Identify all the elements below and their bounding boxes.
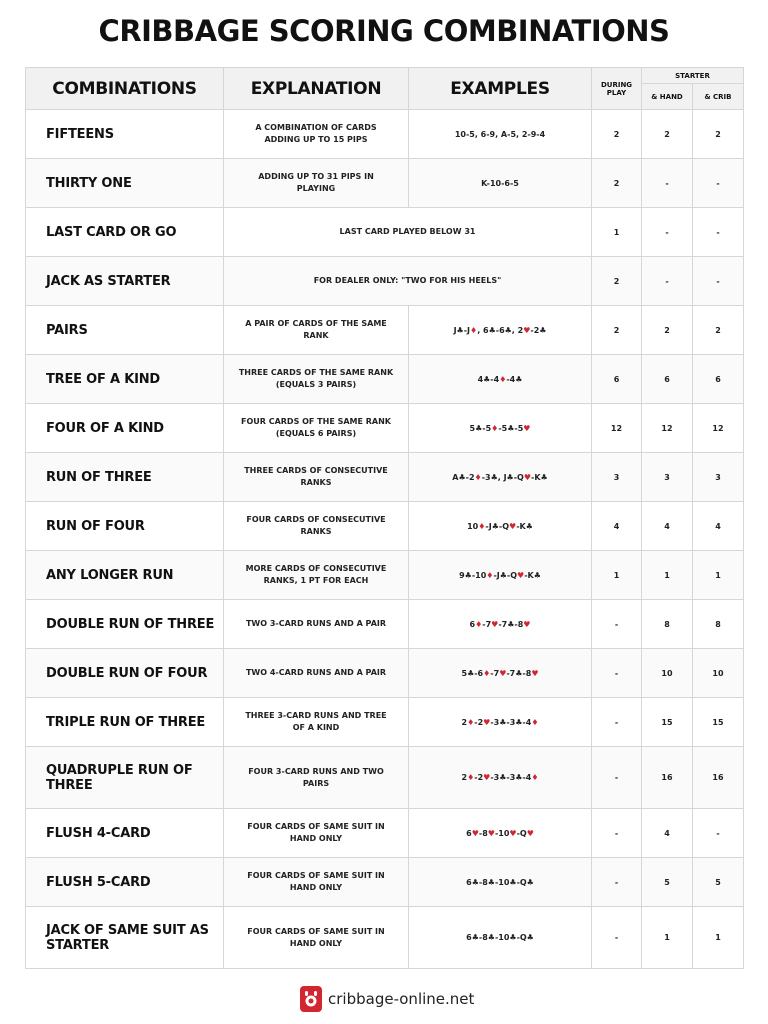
red-suit-glyph: ♦ [531, 717, 539, 727]
points-play: 1 [592, 208, 642, 257]
points-play: 3 [592, 453, 642, 502]
combination-name: JACK OF SAME SUIT AS STARTER [26, 907, 224, 969]
combination-name: FLUSH 5-CARD [26, 858, 224, 907]
points-crib: - [693, 809, 744, 858]
header-combinations: COMBINATIONS [26, 68, 224, 110]
combination-example [409, 502, 592, 551]
example-text: -K♣ [531, 472, 548, 482]
example-text: -7 [490, 668, 500, 678]
example-text: K-10-6-5 [481, 178, 519, 188]
table-row [26, 306, 744, 355]
points-play: 2 [592, 257, 642, 306]
example-text: -2 [474, 717, 484, 727]
red-suit-glyph: ♦ [531, 773, 539, 782]
combination-explanation: ADDING UP TO 31 PIPS IN PLAYING [224, 159, 409, 208]
example-text: A♣-2 [452, 472, 475, 482]
header-explanation: EXPLANATION [224, 68, 409, 110]
points-hand: - [642, 257, 693, 306]
combination-explanation: A PAIR OF CARDS OF THE SAME RANK [224, 306, 409, 355]
example-text: -7♣-8 [498, 619, 524, 629]
example-text: -3♣, J♣-Q [481, 472, 524, 482]
combination-example [409, 698, 592, 747]
points-crib: 4 [693, 502, 744, 551]
red-suit-glyph: ♥ [531, 668, 539, 678]
red-suit-glyph: ♥ [471, 828, 479, 838]
red-suit-glyph: ♦ [483, 668, 491, 678]
combination-example [409, 306, 592, 355]
table-row [26, 453, 744, 502]
points-crib: 3 [693, 453, 744, 502]
points-crib: - [693, 257, 744, 306]
table-row [26, 110, 744, 159]
header-hand: & HAND [642, 84, 693, 110]
table-row [26, 551, 744, 600]
example-text: -10 [494, 828, 510, 838]
table-row [26, 858, 744, 907]
red-suit-glyph: ♥ [509, 521, 517, 531]
scoring-table-wrap [25, 67, 743, 969]
example-text: -7 [482, 619, 492, 629]
red-suit-glyph: ♥ [523, 423, 531, 433]
points-play: 2 [592, 306, 642, 355]
red-suit-glyph: ♥ [491, 619, 499, 629]
points-crib: 15 [693, 698, 744, 747]
example-text: 2 [461, 717, 468, 727]
combination-example [409, 907, 592, 969]
combination-explanation: FOUR CARDS OF SAME SUIT IN HAND ONLY [224, 809, 409, 858]
red-suit-glyph: ♦ [474, 472, 482, 482]
points-hand: 6 [642, 355, 693, 404]
example-text: 10 [467, 521, 479, 531]
combination-example [409, 453, 592, 502]
table-row [26, 159, 744, 208]
points-crib: 16 [693, 747, 744, 809]
combination-explanation: MORE CARDS OF CONSECUTIVE RANKS, 1 PT FOR EACH [224, 551, 409, 600]
example-text: -5♣-5 [498, 423, 524, 433]
red-suit-glyph: ♦ [491, 423, 499, 433]
example-text: -8 [478, 828, 488, 838]
example-text: -K♣ [516, 521, 533, 531]
red-suit-glyph: ♥ [517, 570, 525, 580]
table-row [26, 502, 744, 551]
combination-name: ANY LONGER RUN [26, 551, 224, 600]
combination-name: THIRTY ONE [26, 159, 224, 208]
example-text: 4♣-4 [477, 374, 500, 384]
combination-explanation: THREE 3-CARD RUNS AND TREE OF A KIND [224, 698, 409, 747]
example-text: , 6♣-6♣, 2 [477, 325, 524, 335]
points-hand: 15 [642, 698, 693, 747]
page-title: CRIBBAGE SCORING COMBINATIONS [98, 14, 670, 48]
combination-explanation: FOUR 3-CARD RUNS AND TWO PAIRS [224, 747, 409, 809]
points-play: - [592, 649, 642, 698]
example-text: -2♣ [530, 325, 547, 335]
points-hand: 2 [642, 306, 693, 355]
example-text: -3♣-3♣-4 [490, 717, 532, 727]
combination-example [409, 159, 592, 208]
combination-name: TREE OF A KIND [26, 355, 224, 404]
combination-example [409, 355, 592, 404]
points-hand: 4 [642, 809, 693, 858]
example-text: -3♣-3♣-4 [490, 773, 532, 782]
combination-explanation: THREE CARDS OF CONSECUTIVE RANKS [224, 453, 409, 502]
points-play: - [592, 747, 642, 809]
combination-explanation: TWO 3-CARD RUNS AND A PAIR [224, 600, 409, 649]
points-hand: 12 [642, 404, 693, 453]
combination-name: FOUR OF A KIND [26, 404, 224, 453]
points-crib: 2 [693, 306, 744, 355]
example-text: -7♣-8 [506, 668, 532, 678]
points-crib: 10 [693, 649, 744, 698]
points-crib: 5 [693, 858, 744, 907]
points-play: 6 [592, 355, 642, 404]
table-row [26, 257, 744, 306]
combination-name: QUADRUPLE RUN OF THREE [26, 747, 224, 809]
points-hand: 1 [642, 551, 693, 600]
example-text: 5♣-5 [469, 423, 492, 433]
red-suit-glyph: ♦ [475, 619, 483, 629]
combination-explanation: FOUR CARDS OF SAME SUIT IN HAND ONLY [224, 907, 409, 969]
points-play: - [592, 698, 642, 747]
example-text: -J♣-Q [485, 521, 510, 531]
cribbage-logo-icon [300, 986, 322, 1012]
header-starter: STARTER [642, 68, 744, 84]
example-text: 6 [466, 828, 472, 838]
points-crib: - [693, 159, 744, 208]
table-row [26, 600, 744, 649]
points-crib: 12 [693, 404, 744, 453]
header-examples: EXAMPLES [409, 68, 592, 110]
points-play: 2 [592, 159, 642, 208]
combination-example [409, 110, 592, 159]
table-row [26, 698, 744, 747]
table-row [26, 355, 744, 404]
red-suit-glyph: ♦ [499, 374, 507, 384]
points-play: 2 [592, 110, 642, 159]
points-play: 1 [592, 551, 642, 600]
table-body [26, 110, 744, 969]
points-crib: 8 [693, 600, 744, 649]
red-suit-glyph: ♥ [483, 717, 491, 727]
combination-name: FLUSH 4-CARD [26, 809, 224, 858]
red-suit-glyph: ♦ [486, 570, 494, 580]
points-play: - [592, 907, 642, 969]
table-row [26, 649, 744, 698]
points-hand: - [642, 208, 693, 257]
example-text: 9♣-10 [459, 570, 487, 580]
points-hand: 2 [642, 110, 693, 159]
points-crib: 2 [693, 110, 744, 159]
combination-explanation: A COMBINATION OF CARDS ADDING UP TO 15 PIPS [224, 110, 409, 159]
example-text: J♣-J [453, 325, 471, 335]
combination-explanation: THREE CARDS OF THE SAME RANK (EQUALS 3 PAIRS) [224, 355, 409, 404]
red-suit-glyph: ♥ [523, 325, 531, 335]
combination-example [409, 809, 592, 858]
combination-example [409, 858, 592, 907]
combination-name: DOUBLE RUN OF FOUR [26, 649, 224, 698]
points-play: - [592, 809, 642, 858]
combination-explanation: LAST CARD PLAYED BELOW 31 [224, 208, 592, 257]
combination-example [409, 600, 592, 649]
combination-explanation: FOR DEALER ONLY: "TWO FOR HIS HEELS" [224, 257, 592, 306]
combination-name: JACK AS STARTER [26, 257, 224, 306]
combination-example [409, 551, 592, 600]
example-text: -J♣-Q [493, 570, 518, 580]
red-suit-glyph: ♦ [467, 717, 475, 727]
example-text: 10-5, 6-9, A-5, 2-9-4 [454, 129, 546, 139]
red-suit-glyph: ♦ [467, 773, 475, 782]
combination-name: DOUBLE RUN OF THREE [26, 600, 224, 649]
red-suit-glyph: ♦ [478, 521, 486, 531]
table-row [26, 208, 744, 257]
scoring-table [25, 67, 744, 969]
points-hand: 8 [642, 600, 693, 649]
combination-example [409, 747, 592, 809]
points-hand: 1 [642, 907, 693, 969]
table-row [26, 747, 744, 809]
points-hand: 10 [642, 649, 693, 698]
red-suit-glyph: ♥ [526, 828, 534, 838]
points-crib: 1 [693, 907, 744, 969]
points-crib: 6 [693, 355, 744, 404]
points-hand: 5 [642, 858, 693, 907]
example-text: -K♣ [524, 570, 541, 580]
red-suit-glyph: ♥ [509, 828, 517, 838]
combination-explanation: TWO 4-CARD RUNS AND A PAIR [224, 649, 409, 698]
table-row [26, 809, 744, 858]
combination-name: LAST CARD OR GO [26, 208, 224, 257]
points-hand: - [642, 159, 693, 208]
table-row [26, 907, 744, 969]
combination-name: PAIRS [26, 306, 224, 355]
example-text: 6♣-8♣-10♣-Q♣ [466, 933, 534, 942]
points-hand: 4 [642, 502, 693, 551]
example-text: 6 [469, 619, 476, 629]
combination-example [409, 404, 592, 453]
header-during-play: DURING PLAY [592, 68, 642, 110]
points-play: 4 [592, 502, 642, 551]
points-play: 12 [592, 404, 642, 453]
points-hand: 3 [642, 453, 693, 502]
red-suit-glyph: ♥ [523, 472, 532, 482]
footer [300, 985, 474, 1013]
example-text: -4♣ [506, 374, 523, 384]
red-suit-glyph: ♥ [499, 668, 507, 678]
header-crib: & CRIB [693, 84, 744, 110]
points-crib: - [693, 208, 744, 257]
red-suit-glyph: ♥ [523, 619, 531, 629]
example-text: -Q [516, 828, 527, 838]
example-text: 5♣-6 [461, 668, 484, 678]
points-play: - [592, 600, 642, 649]
combination-explanation: FOUR CARDS OF SAME SUIT IN HAND ONLY [224, 858, 409, 907]
combination-explanation: FOUR CARDS OF CONSECUTIVE RANKS [224, 502, 409, 551]
points-crib: 1 [693, 551, 744, 600]
combination-name: FIFTEENS [26, 110, 224, 159]
combination-name: RUN OF FOUR [26, 502, 224, 551]
combination-name: TRIPLE RUN OF THREE [26, 698, 224, 747]
example-text: -2 [474, 773, 484, 782]
combination-example [409, 649, 592, 698]
example-text: 2 [461, 773, 468, 782]
combination-explanation: FOUR CARDS OF THE SAME RANK (EQUALS 6 PAIRS) [224, 404, 409, 453]
combination-name: RUN OF THREE [26, 453, 224, 502]
points-play: - [592, 858, 642, 907]
red-suit-glyph: ♥ [483, 773, 491, 782]
table-row [26, 404, 744, 453]
red-suit-glyph: ♥ [487, 828, 495, 838]
footer-site-link[interactable]: cribbage-online.net [328, 990, 475, 1008]
red-suit-glyph: ♦ [470, 325, 478, 335]
points-hand: 16 [642, 747, 693, 809]
example-text: 6♣-8♣-10♣-Q♣ [466, 877, 534, 887]
